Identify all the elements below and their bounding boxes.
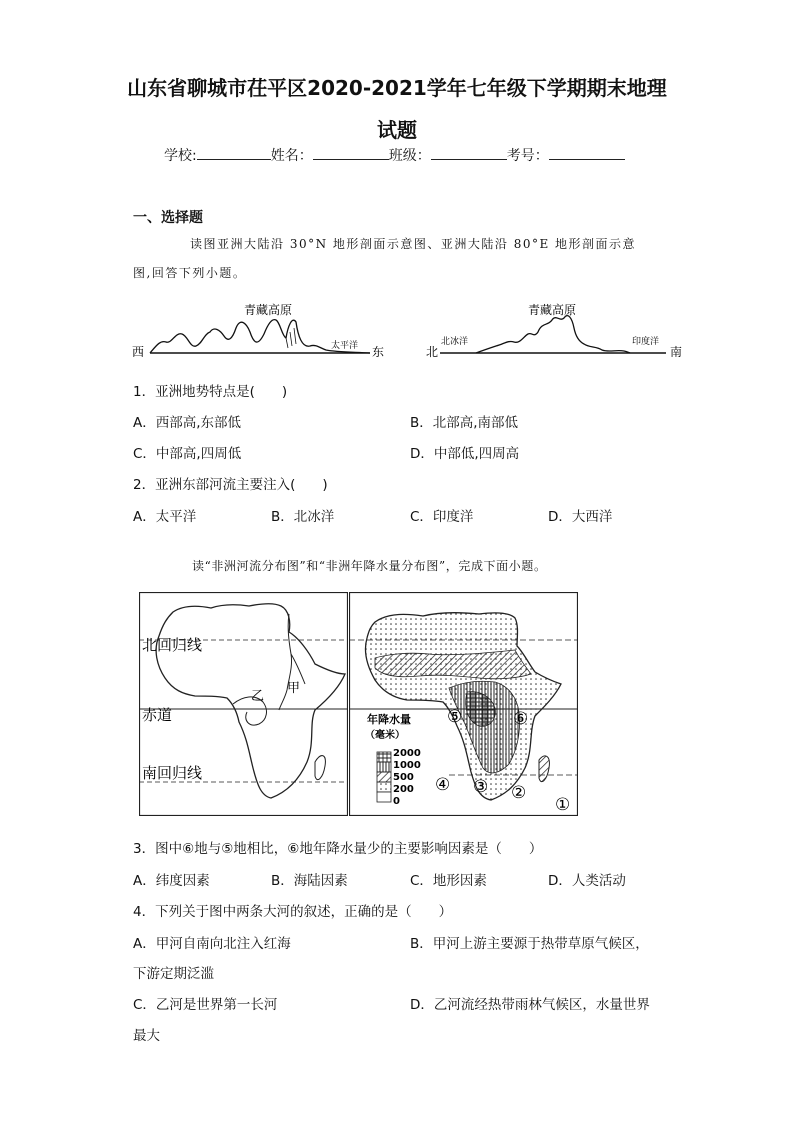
intro-2: 读“非洲河流分布图”和“非洲年降水量分布图”，完成下面小题。 [192,559,547,573]
legend-value-1000: 1000 [393,760,421,771]
q2-option-c[interactable]: C．印度洋 [410,509,474,525]
profile-30n-figure [130,296,392,364]
q4-option-b-cont: 下游定期泛滥 [133,966,214,982]
q3-option-a[interactable]: A．纬度因素 [133,873,210,889]
legend-title: 年降水量 [367,713,411,726]
legend-swatch-2000 [377,752,391,762]
school-field[interactable] [197,145,271,160]
legend-swatch-1000 [377,762,391,772]
q1-option-b[interactable]: B．北部高,南部低 [410,415,519,431]
profile-left-west: 西 [132,345,145,359]
profile-right-north: 北 [426,345,439,359]
legend-value-0: 0 [393,796,400,807]
q3-option-b[interactable]: B．海陆因素 [271,873,348,889]
tropic-north-label: 北回归线 [142,636,203,654]
q4-stem: 4．下列关于图中两条大河的叙述，正确的是（ ） [133,904,453,920]
equator-label: 赤道 [142,706,173,724]
legend-swatch-200 [377,782,391,792]
profile-left-title: 青藏高原 [244,303,293,317]
legend-value-500: 500 [393,772,414,783]
exam-no-field[interactable] [549,145,625,160]
legend-value-2000: 2000 [393,748,421,759]
africa-precipitation-map [349,592,578,816]
marker-6: ⑥ [513,709,529,729]
doc-title-line2: 试题 [377,118,417,142]
profile-right-ocean-left: 北冰洋 [441,337,469,347]
exam-no-label: 考号： [506,148,549,164]
legend-value-200: 200 [393,784,414,795]
q2-stem: 2．亚洲东部河流主要注入( ) [133,477,328,493]
q2-option-b[interactable]: B．北冰洋 [271,509,335,525]
marker-1: ① [555,795,571,815]
tropic-south-label: 南回归线 [142,764,203,782]
q1-option-c[interactable]: C．中部高,四周低 [133,446,242,462]
q2-option-a[interactable]: A．太平洋 [133,509,197,525]
marker-4: ④ [435,775,451,795]
profile-left-east: 东 [372,345,385,359]
marker-5: ⑤ [447,707,463,727]
name-label: 姓名： [270,148,313,164]
q3-stem: 3．图中⑥地与⑤地相比，⑥地年降水量少的主要影响因素是（ ） [133,841,543,857]
q4-option-b[interactable]: B．甲河上游主要源于热带草原气候区， [410,936,649,952]
class-field[interactable] [431,145,507,160]
q2-option-d[interactable]: D．大西洋 [548,509,613,525]
river-yi-label: 乙 [251,689,265,704]
q3-option-c[interactable]: C．地形因素 [410,873,487,889]
intro-1-line2: 图,回答下列小题。 [133,266,247,280]
q1-option-a[interactable]: A．西部高,东部低 [133,415,242,431]
q1-option-d[interactable]: D．中部低,四周高 [410,446,520,462]
marker-2: ② [511,783,527,803]
marker-3: ③ [473,777,489,797]
profile-left-ocean: 太平洋 [331,341,359,351]
profile-right-title: 青藏高原 [528,303,577,317]
q4-option-c[interactable]: C．乙河是世界第一长河 [133,997,278,1013]
africa-river-map [139,592,348,816]
name-field[interactable] [313,145,389,160]
intro-1-line1: 读图亚洲大陆沿 30°N 地形剖面示意图、亚洲大陆沿 80°E 地形剖面示意 [190,237,637,251]
legend-swatch-0 [377,792,391,802]
class-label: 班级： [388,148,431,164]
q3-option-d[interactable]: D．人类活动 [548,873,626,889]
q4-option-d[interactable]: D．乙河流经热带雨林气候区，水量世界 [410,997,650,1013]
q1-stem: 1．亚洲地势特点是( ) [133,384,288,400]
doc-title: 山东省聊城市茌平区2020-2021学年七年级下学期期末地理 [127,76,667,100]
river-jia-label: 甲 [287,681,301,696]
profile-right-ocean-right: 印度洋 [632,337,660,347]
section-heading: 一、选择题 [133,210,203,226]
student-info-line [164,145,625,165]
school-label: 学校: [164,148,197,164]
q4-option-a[interactable]: A．甲河自南向北注入红海 [133,936,291,952]
legend-unit: （毫米） [365,730,405,741]
legend-swatch-500 [377,772,391,782]
q4-option-d-cont: 最大 [133,1028,160,1044]
profile-80e-figure [424,296,686,364]
profile-right-south: 南 [670,345,683,359]
